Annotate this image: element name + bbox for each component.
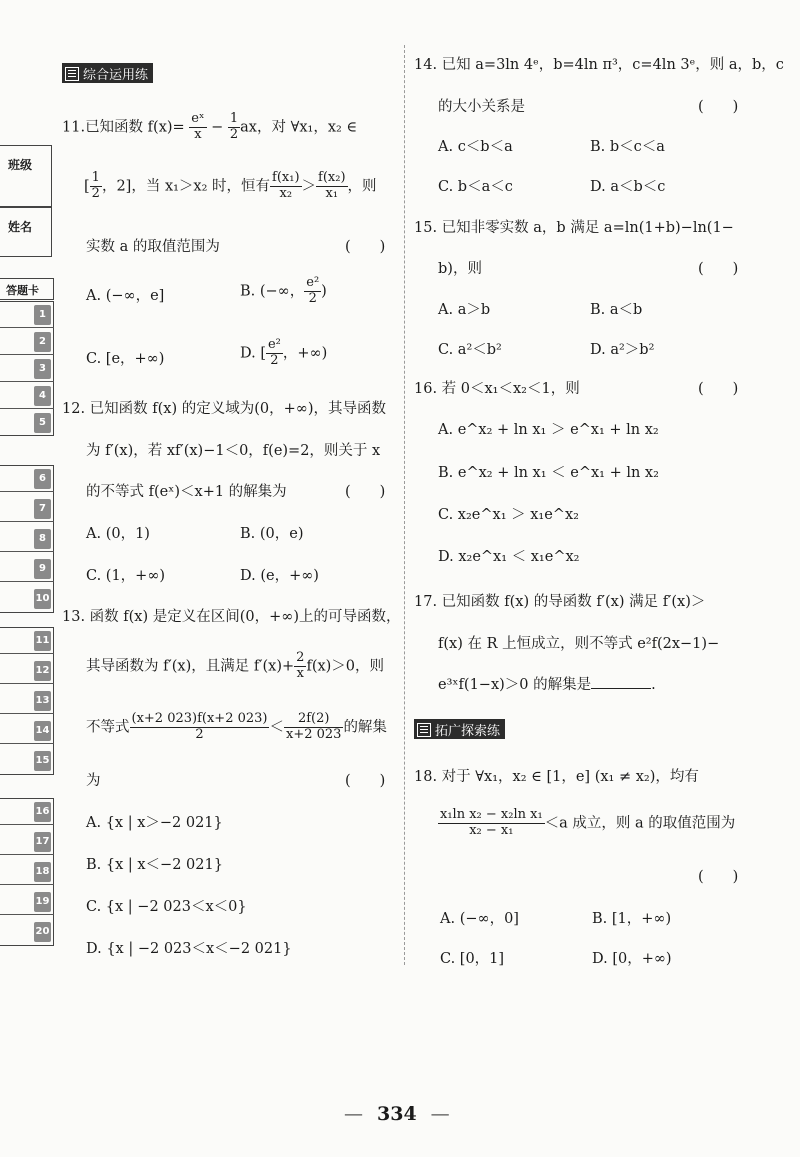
- q12-line2: 为 f′(x)，若 xf′(x)−1＜0，f(e)=2，则关于 x: [86, 443, 381, 459]
- q15-line1: 15. 已知非零实数 a，b 满足 a=ln(1+b)−ln(1−: [414, 220, 734, 236]
- q13-line3: 不等式 $\frac{(x+2 023)f(x+2 023)}{2}$ ＜ $\frac{2f(2)}{x+2 023}$ 的解集: [86, 711, 387, 742]
- answer-slot-16[interactable]: [0, 799, 54, 825]
- q13-option-a[interactable]: A. {x | x＞−2 021}: [86, 815, 223, 831]
- answer-slot-15[interactable]: [0, 748, 54, 774]
- q16-option-b[interactable]: B. e^x₂ + ln x₁ ＜ e^x₁ + ln x₂: [438, 465, 659, 481]
- q17-line2: f(x) 在 R 上恒成立，则不等式 e²f(2x−1)−: [438, 636, 720, 652]
- name-label: 姓名: [8, 220, 33, 234]
- answer-slot-17[interactable]: [0, 829, 54, 855]
- q14-option-c[interactable]: C. b＜a＜c: [438, 179, 513, 195]
- list-icon: [417, 723, 431, 737]
- page-number: — 334 —: [344, 1103, 450, 1125]
- q11-frac-2: $\frac{1}{2}$: [229, 111, 239, 142]
- q16-answer-paren[interactable]: ( ): [698, 381, 739, 397]
- answer-slot-6[interactable]: [0, 466, 54, 492]
- slot-number: 19: [34, 892, 51, 912]
- q18-option-c[interactable]: C. [0，1]: [440, 951, 505, 967]
- slot-number: 20: [34, 922, 51, 942]
- q14-option-d[interactable]: D. a＜b＜c: [590, 179, 666, 195]
- q13-answer-paren[interactable]: ( ): [345, 773, 386, 789]
- slot-number: 12: [34, 661, 51, 681]
- q16-option-d[interactable]: D. x₂e^x₁ ＜ x₁e^x₂: [438, 549, 580, 565]
- q18-frac: $\frac{\text{x₁ln x₂ − x₂ln x₁}}{\text{x₂ − x₁}}$: [440, 807, 543, 838]
- slot-number: 4: [34, 386, 51, 406]
- q14-option-a[interactable]: A. c＜b＜a: [438, 139, 513, 155]
- q11-line1: 11.已知函数 f(x)= $\frac{\text{eˣ}}{x}$ − $\frac{1}{2}$ ax，对 ∀x₁，x₂ ∈: [62, 111, 358, 142]
- q11-frac-3: $\frac{1}{2}$: [91, 170, 100, 201]
- slot-number: 7: [34, 499, 51, 519]
- q11-frac-b: $\frac{\text{e²}}{2}$: [306, 275, 320, 306]
- q18-option-a[interactable]: A. (−∞，0]: [440, 911, 519, 927]
- q14-answer-paren[interactable]: ( ): [698, 99, 739, 115]
- slot-number: 11: [34, 631, 51, 651]
- answer-slot-4[interactable]: [0, 383, 54, 409]
- q16-option-a[interactable]: A. e^x₂ + ln x₁ ＞ e^x₁ + ln x₂: [438, 422, 659, 438]
- q11-option-c[interactable]: C. [e，+∞): [86, 351, 165, 367]
- answer-slot-2[interactable]: [0, 329, 54, 355]
- slot-number: 5: [34, 413, 51, 433]
- section-header-comprehensive: [62, 63, 153, 83]
- q14-line2: 的大小关系是: [438, 99, 525, 115]
- slot-number: 10: [34, 589, 51, 609]
- q16-line1: 16. 若 0＜x₁＜x₂＜1，则: [414, 381, 580, 397]
- answer-slot-11[interactable]: [0, 628, 54, 654]
- q18-line1: 18. 对于 ∀x₁，x₂ ∈ [1，e] (x₁ ≠ x₂)，均有: [414, 769, 699, 785]
- q18-answer-paren[interactable]: ( ): [698, 869, 739, 885]
- slot-number: 17: [34, 832, 51, 852]
- q15-option-a[interactable]: A. a＞b: [438, 302, 491, 318]
- q13-line1: 13. 函数 f(x) 是定义在区间(0，+∞)上的可导函数，: [62, 609, 401, 625]
- section-title: 综合运用练: [83, 68, 149, 83]
- slot-number: 9: [34, 559, 51, 579]
- answer-slot-8[interactable]: [0, 526, 54, 552]
- answer-group-4: [0, 798, 54, 946]
- q18-line2: $\frac{\text{x₁ln x₂ − x₂ln x₁}}{\text{x₂ − x₁}}$ ＜a 成立，则 a 的取值范围为: [440, 807, 736, 838]
- q11-text-2: ax，对 ∀x₁，x₂ ∈: [240, 119, 358, 136]
- q13-option-c[interactable]: C. {x | −2 023＜x＜0}: [86, 899, 247, 915]
- q13-option-d[interactable]: D. {x | −2 023＜x＜−2 021}: [86, 941, 292, 957]
- page-number-value: 334: [377, 1103, 417, 1125]
- q11-text: 已知函数: [85, 119, 148, 136]
- answer-slot-3[interactable]: [0, 356, 54, 382]
- answer-slot-1[interactable]: [0, 302, 54, 328]
- q11-frac-d: $\frac{\text{e²}}{2}$: [267, 337, 281, 368]
- q15-option-d[interactable]: D. a²＞b²: [590, 342, 655, 358]
- q11-frac-5: $\frac{\text{f(x₂)}}{\text{x₁}}$: [318, 170, 346, 201]
- answer-slot-9[interactable]: [0, 556, 54, 582]
- q14-option-b[interactable]: B. b＜c＜a: [590, 139, 665, 155]
- answer-slot-5[interactable]: [0, 410, 54, 436]
- q15-option-c[interactable]: C. a²＜b²: [438, 342, 502, 358]
- q13-line2: 其导函数为 f′(x)，且满足 f′(x)+ $\frac{2}{x}$ f(x)＞0，则: [86, 650, 385, 681]
- q13-frac-2: $\frac{(x+2 023)f(x+2 023)}{2}$: [131, 711, 268, 742]
- q18-option-d[interactable]: D. [0，+∞): [592, 951, 672, 967]
- answer-slot-14[interactable]: [0, 718, 54, 744]
- slot-number: 13: [34, 691, 51, 711]
- slot-number: 16: [34, 802, 51, 822]
- slot-number: 3: [34, 359, 51, 379]
- answer-slot-12[interactable]: [0, 658, 54, 684]
- q13-line4: 为: [86, 773, 101, 789]
- answer-card-strip: [0, 145, 56, 945]
- answer-group-1: [0, 301, 54, 436]
- q15-option-b[interactable]: B. a＜b: [590, 302, 643, 318]
- q12-option-c[interactable]: C. (1，+∞): [86, 568, 166, 584]
- list-icon: [65, 67, 79, 81]
- slot-number: 8: [34, 529, 51, 549]
- q13-frac-1: $\frac{2}{x}$: [296, 650, 305, 681]
- q11-line3: 实数 a 的取值范围为: [86, 239, 220, 255]
- q11-answer-paren[interactable]: ( ): [345, 239, 386, 255]
- q11-frac-1: $\frac{\text{eˣ}}{x}$: [191, 111, 205, 142]
- q11-number: 11.: [62, 119, 86, 136]
- answer-group-3: [0, 627, 54, 775]
- q14-line1: 14. 已知 a=3ln 4ᵉ，b=4ln π³，c=4ln 3ᵉ，则 a，b，c: [414, 57, 784, 73]
- class-field[interactable]: [0, 145, 52, 207]
- answer-slot-7[interactable]: [0, 496, 54, 522]
- slot-number: 6: [34, 469, 51, 489]
- q13-frac-3: $\frac{2f(2)}{x+2 023}$: [285, 711, 342, 742]
- q18-option-b[interactable]: B. [1，+∞): [592, 911, 672, 927]
- section-title: 拓广探索练: [435, 724, 501, 739]
- q12-answer-paren[interactable]: ( ): [345, 484, 386, 500]
- q11-fx: f(x)=: [147, 119, 185, 136]
- q11-option-a[interactable]: A. (−∞，e]: [86, 288, 165, 304]
- answer-slot-20[interactable]: [0, 919, 54, 945]
- column-divider: [404, 45, 405, 965]
- q15-answer-paren[interactable]: ( ): [698, 261, 739, 277]
- answer-slot-18[interactable]: [0, 859, 54, 885]
- q15-line2: b)，则: [438, 261, 482, 277]
- q17-answer-blank[interactable]: [591, 675, 651, 689]
- slot-number: 14: [34, 721, 51, 741]
- slot-number: 15: [34, 751, 51, 771]
- q11-option-b[interactable]: B. (−∞， $\frac{\text{e²}}{2}$ ): [240, 275, 327, 306]
- q11-line2: [ $\frac{1}{2}$ ，2]，当 x₁＞x₂ 时，恒有 $\frac{\text{f(x₁)}}{\text{x₂}}$ ＞ $\frac{\text{f(x₂)}}{\text{x₁}}$ ，则: [84, 170, 377, 201]
- q11-frac-4: $\frac{\text{f(x₁)}}{\text{x₂}}$: [272, 170, 300, 201]
- q17-line3: e³ˣf(1−x)＞0 的解集是 .: [438, 677, 656, 693]
- slot-number: 18: [34, 862, 51, 882]
- q11-option-d[interactable]: D. [ $\frac{\text{e²}}{2}$ ，+∞): [240, 337, 328, 368]
- answer-slot-13[interactable]: [0, 688, 54, 714]
- q12-line1: 12. 已知函数 f(x) 的定义域为(0，+∞)，其导函数: [62, 401, 387, 417]
- q13-option-b[interactable]: B. {x | x＜−2 021}: [86, 857, 223, 873]
- q17-line1: 17. 已知函数 f(x) 的导函数 f′(x) 满足 f′(x)＞: [414, 594, 706, 610]
- q12-line3: 的不等式 f(eˣ)＜x+1 的解集为: [86, 484, 287, 500]
- answer-card-title: 答题卡: [0, 278, 54, 300]
- slot-number: 1: [34, 305, 51, 325]
- q12-option-b[interactable]: B. (0，e): [240, 526, 304, 542]
- q12-option-d[interactable]: D. (e，+∞): [240, 568, 319, 584]
- slot-number: 2: [34, 332, 51, 352]
- class-label: 班级: [8, 158, 33, 172]
- name-field[interactable]: [0, 207, 52, 257]
- answer-slot-19[interactable]: [0, 889, 54, 915]
- q16-option-c[interactable]: C. x₂e^x₁ ＞ x₁e^x₂: [438, 507, 579, 523]
- q12-option-a[interactable]: A. (0，1): [86, 526, 150, 542]
- answer-group-2: [0, 465, 54, 613]
- answer-slot-10[interactable]: [0, 586, 54, 612]
- section-header-extension: [414, 719, 505, 739]
